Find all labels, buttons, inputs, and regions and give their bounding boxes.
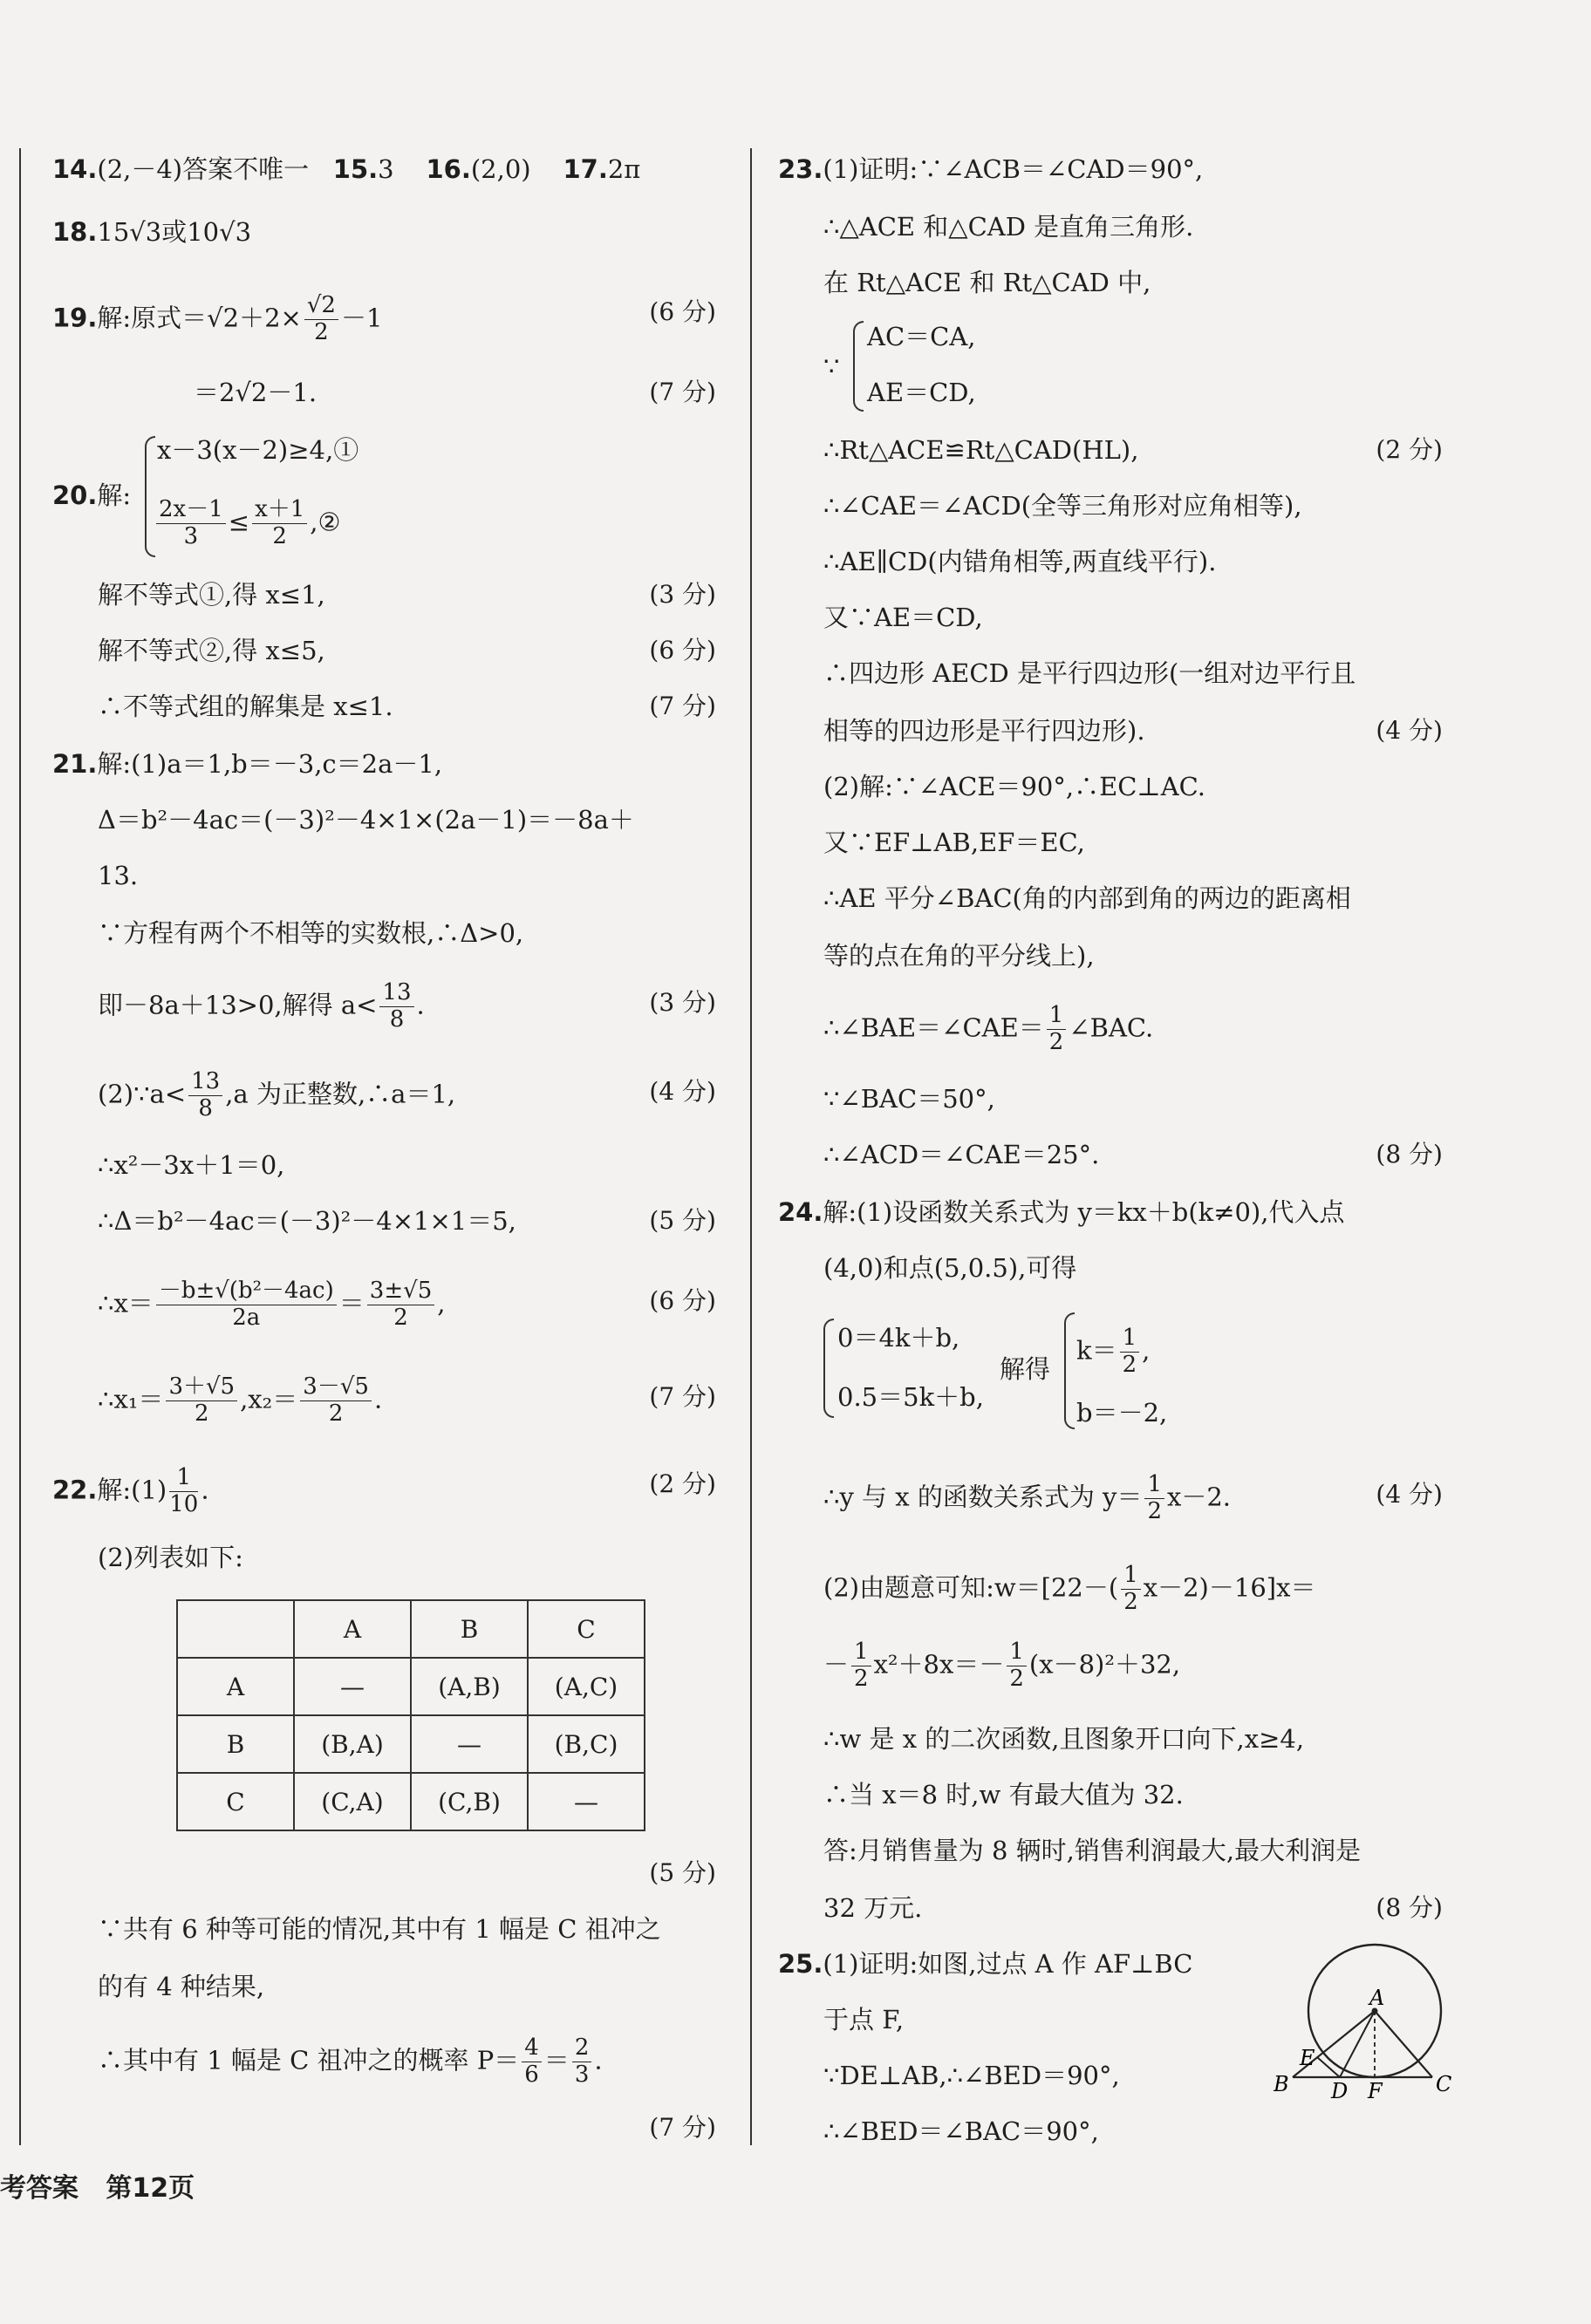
- score: (3 分): [649, 988, 716, 1017]
- table-cell: C: [528, 1600, 645, 1658]
- q20-step3: ∴不等式组的解集是 x≤1.: [98, 692, 393, 721]
- table-cell: —: [528, 1773, 645, 1830]
- q25-line2: 于点 F,: [823, 2005, 905, 2034]
- score: (6 分): [649, 636, 716, 664]
- q24-eq1: 0＝4k＋b,: [837, 1323, 960, 1353]
- score: (3 分): [649, 580, 716, 609]
- score: (7 分): [649, 378, 716, 406]
- table-cell: B: [411, 1600, 528, 1658]
- table-cell: B: [177, 1715, 294, 1773]
- q25-line1: 25.(1)证明:如图,过点 A 作 AF⊥BC: [778, 1949, 1193, 1979]
- q23-line14: ∴∠BAE＝∠CAE＝ $\frac{1}{2}$ ∠BAC.: [823, 1002, 1154, 1055]
- score: (4 分): [1376, 1480, 1443, 1509]
- table-cell: (B,A): [294, 1715, 411, 1773]
- q23-line12: ∴AE 平分∠BAC(角的内部到角的两边的距离相: [823, 883, 1351, 913]
- q20-label: 20.解:: [52, 480, 132, 510]
- q23-line1: 23.(1)证明:∵∠ACB＝∠CAD＝90°,: [778, 154, 1204, 184]
- footer: [0, 2166, 195, 2205]
- q24-line8: 答:月销售量为 8 辆时,销售利润最大,最大利润是: [823, 1836, 1362, 1865]
- q20-ineq1: x－3(x－2)≥4,①: [157, 435, 359, 465]
- q23-cond2: AE＝CD,: [867, 378, 976, 407]
- brace: [853, 321, 864, 412]
- q24-line7: ∴当 x＝8 时,w 有最大值为 32.: [823, 1780, 1184, 1809]
- q23-line13: 等的点在角的平分线上),: [823, 941, 1095, 971]
- q23-line3: 在 Rt△ACE 和 Rt△CAD 中,: [823, 268, 1151, 297]
- q24-k: k＝ $\frac{1}{2}$ ,: [1076, 1325, 1151, 1378]
- q24-line4: (2)由题意可知:w＝[22－( $\frac{1}{2}$ x－2)－16]x＝: [823, 1562, 1316, 1615]
- q21-line3: 13.: [98, 861, 139, 890]
- q23-line16: ∴∠ACD＝∠CAE＝25°.: [823, 1140, 1100, 1169]
- q24-line3: ∴y 与 x 的函数关系式为 y＝ $\frac{1}{2}$ x－2.: [823, 1471, 1232, 1524]
- q21-line7: ∴x²－3x＋1＝0,: [98, 1150, 285, 1180]
- table-cell: (C,A): [294, 1773, 411, 1830]
- table-cell: (A,B): [411, 1658, 528, 1715]
- since: ∵: [823, 351, 840, 381]
- label-B: B: [1273, 2072, 1289, 2096]
- score: (5 分): [649, 1206, 716, 1235]
- table-cell: (C,B): [411, 1773, 528, 1830]
- score: (2 分): [1376, 435, 1443, 464]
- table-cell: —: [294, 1658, 411, 1715]
- table-row: [177, 1600, 645, 1658]
- q23-line5: ∴∠CAE＝∠ACD(全等三角形对应角相等),: [823, 491, 1302, 521]
- q23-line9: 相等的四边形是平行四边形).: [823, 716, 1145, 746]
- answer-18: 18.15√3或10√3: [52, 217, 252, 247]
- q21-line8: ∴Δ＝b²－4ac＝(－3)²－4×1×1＝5,: [98, 1206, 516, 1236]
- q25-line3: ∵DE⊥AB,∴∠BED＝90°,: [823, 2061, 1120, 2090]
- q23-line10: (2)解:∵∠ACE＝90°,∴EC⊥AC.: [823, 772, 1206, 801]
- score: (6 分): [649, 297, 716, 326]
- q22-line2: (2)列表如下:: [98, 1543, 243, 1572]
- q23-line2: ∴△ACE 和△CAD 是直角三角形.: [823, 212, 1194, 242]
- q24-solve: 解得: [1000, 1354, 1051, 1384]
- page-number: 第12页: [106, 2173, 195, 2204]
- q24-b: b＝－2,: [1076, 1398, 1168, 1428]
- answers-14-17: 14.(2,－4)答案不唯一 15.3 16.(2,0) 17.2π: [52, 154, 641, 184]
- q24-line5: － $\frac{1}{2}$ x²＋8x＝－ $\frac{1}{2}$ (x－8)²＋32,: [823, 1639, 1181, 1692]
- score: (2 分): [649, 1469, 716, 1498]
- q24-eq2: 0.5＝5k＋b,: [837, 1382, 984, 1412]
- q24-line1: 24.解:(1)设函数关系式为 y＝kx＋b(k≠0),代入点: [778, 1197, 1345, 1227]
- q23-line6: ∴AE∥CD(内错角相等,两直线平行).: [823, 547, 1217, 576]
- label-C: C: [1436, 2072, 1452, 2096]
- q21-line1: 21.解:(1)a＝1,b＝－3,c＝2a－1,: [52, 749, 443, 779]
- score: (4 分): [649, 1077, 716, 1106]
- column-divider: [750, 148, 752, 2145]
- q21-line2: Δ＝b²－4ac＝(－3)²－4×1×(2a－1)＝－8a＋: [98, 805, 634, 835]
- score: (7 分): [649, 1382, 716, 1411]
- table-cell: A: [294, 1600, 411, 1658]
- q23-line8: ∴四边形 AECD 是平行四边形(一组对边平行且: [823, 658, 1356, 688]
- q23-line15: ∵∠BAC＝50°,: [823, 1084, 995, 1114]
- q19-line1: 19.解:原式＝√2＋2× $\frac{√2}{2}$ －1: [52, 292, 383, 345]
- left-margin-rule: [19, 148, 21, 2145]
- q23-line11: 又∵EF⊥AB,EF＝EC,: [823, 828, 1085, 857]
- table-cell: A: [177, 1658, 294, 1715]
- q24-line6: ∴w 是 x 的二次函数,且图象开口向下,x≥4,: [823, 1724, 1305, 1754]
- label-E: E: [1300, 2046, 1315, 2070]
- q22-line5: ∴其中有 1 幅是 C 祖冲之的概率 P＝ $\frac{4}{6}$ ＝ $\frac{2}{3}$ .: [98, 2034, 603, 2088]
- label-A: A: [1369, 1986, 1385, 2010]
- q21-line10: ∴x₁＝ $\frac{3+√5}{2}$ ,x₂＝ $\frac{3-√5}{2}$ .: [98, 1373, 383, 1427]
- q22-line3: ∵共有 6 种等可能的情况,其中有 1 幅是 C 祖冲之: [98, 1914, 661, 1944]
- score: (8 分): [1376, 1140, 1443, 1169]
- q23-line7: 又∵AE＝CD,: [823, 603, 983, 632]
- q22-line4: 的有 4 种结果,: [98, 1972, 265, 2001]
- q19-line2: ＝2√2－1.: [194, 378, 318, 407]
- score: (6 分): [649, 1286, 716, 1315]
- table-row: [177, 1658, 645, 1715]
- label-F: F: [1368, 2079, 1383, 2102]
- score: (7 分): [649, 692, 716, 720]
- table-cell: —: [411, 1715, 528, 1773]
- q21-line9: ∴x＝ $\frac{\text{－b±√(b²－4ac)}}{2a}$ ＝ $\frac{3\pm√5}{2}$ ,: [98, 1278, 446, 1331]
- q21-line4: ∵方程有两个不相等的实数根,∴Δ>0,: [98, 918, 524, 948]
- score: (7 分): [649, 2113, 716, 2142]
- brace: [1064, 1312, 1075, 1429]
- geometry-figure: [1273, 1936, 1465, 2102]
- q25-line4: ∴∠BED＝∠BAC＝90°,: [823, 2116, 1099, 2146]
- table-row: [177, 1773, 645, 1830]
- q24-line2: (4,0)和点(5,0.5),可得: [823, 1253, 1077, 1283]
- score: (5 分): [649, 1858, 716, 1887]
- q22-line1: 22.解:(1) $\frac{1}{10}$ .: [52, 1464, 209, 1517]
- q21-line5: 即－8a＋13>0,解得 a< $\frac{13}{8}$ .: [98, 979, 425, 1033]
- segment-AD: [1340, 2011, 1375, 2077]
- brace: [823, 1319, 834, 1418]
- score: (4 分): [1376, 716, 1443, 745]
- segment-AC: [1375, 2011, 1432, 2077]
- q20-step2: 解不等式②,得 x≤5,: [98, 636, 325, 665]
- footer-label: 考答案: [0, 2173, 79, 2204]
- table-cell: (A,C): [528, 1658, 645, 1715]
- table-cell: C: [177, 1773, 294, 1830]
- q23-line4: ∴Rt△ACE≌Rt△CAD(HL),: [823, 435, 1139, 465]
- outcome-table: [176, 1599, 645, 1831]
- q20-step1: 解不等式①,得 x≤1,: [98, 580, 325, 610]
- q20-ineq2: $\frac{2x-1}{3}$ ≤ $\frac{x+1}{2}$ ,②: [154, 497, 341, 550]
- q21-line6: (2)∵a< $\frac{13}{8}$ ,a 为正整数,∴a＝1,: [98, 1068, 456, 1121]
- table-cell: (B,C): [528, 1715, 645, 1773]
- score: (8 分): [1376, 1893, 1443, 1922]
- segment-DE: [1317, 2057, 1340, 2077]
- q24-line9: 32 万元.: [823, 1893, 923, 1923]
- q23-cond1: AC＝CA,: [867, 322, 976, 351]
- table-row: [177, 1715, 645, 1773]
- label-D: D: [1331, 2079, 1349, 2102]
- table-cell: [177, 1600, 294, 1658]
